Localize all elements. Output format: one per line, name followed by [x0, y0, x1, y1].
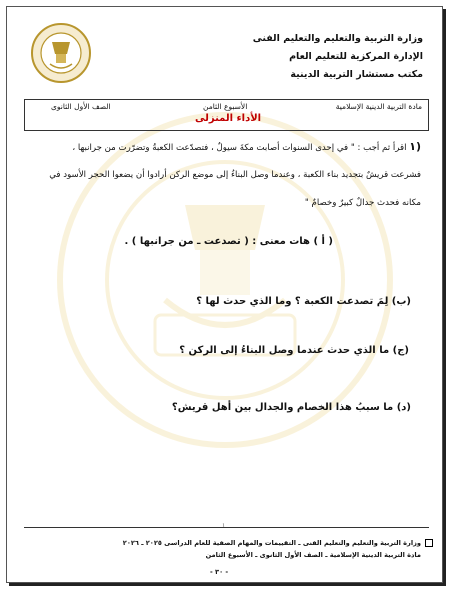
department-name: الإدارة المركزية للتعليم العام — [289, 51, 423, 62]
homework-title: الأداء المنزلى — [195, 113, 262, 124]
ministry-logo — [30, 22, 92, 84]
question-a: ( أ ) هات معنى : ( تصدعت ـ من جرانبها ) . — [124, 236, 333, 247]
footer-line-1: وزارة التربية والتعليم والتعليم الفنى ـ التقييمات والمهام الصفية للعام الدراسى ٢٠٢٥ ـ ٢٠٢٦ — [122, 539, 421, 547]
ministry-name: وزارة التربية والتعليم والتعليم الفنى — [252, 33, 423, 44]
footer-mark: ١ — [222, 522, 226, 529]
question-number: (١ — [409, 140, 421, 153]
week-label: الأسبوع الثامن — [203, 102, 248, 111]
footer-line-2: مادة التربية الدينية الإسلامية ـ الصف الأول الثانوى ـ الأسبوع الثامن — [205, 551, 421, 559]
question-d: (د) ما سببُ هذا الخصام والجدال بين أهل قريش؟ — [171, 402, 411, 413]
footer-square-icon — [425, 539, 433, 547]
question-b: (ب) لِمَ تصدعت الكعبة ؟ وما الذي حدث لها ؟ — [196, 296, 411, 307]
question-c: (ج) ما الذي حدث عندما وصل البناءُ إلى الركن ؟ — [179, 345, 409, 356]
grade-label: الصف الأول الثانوى — [51, 102, 111, 111]
subject-label: مادة التربية الدينية الإسلامية — [335, 102, 422, 111]
lesson-info-box — [24, 99, 429, 131]
footer-divider — [24, 527, 429, 528]
passage-line-2: فشرعت قريشٌ بتجديد بناء الكعبة ، وعندما وصل البناءُ إلى موضع الركن أرادوا أن يضعوا الحجر الأسود في — [49, 170, 421, 180]
passage-line-3: مكانه فحدث جدالٌ كبيرٌ وخصامٌ " — [304, 198, 421, 208]
office-name: مكتب مستشار التربية الدينية — [290, 69, 423, 80]
ministry-watermark-seal — [55, 110, 395, 450]
passage-line-1 — [26, 140, 421, 153]
ministry-header — [203, 30, 423, 84]
passage-text-1: اقرأ ثم أجب : " في إحدى السنوات أصابت مكةَ سيولٌ ، فتصدّعت الكعبةُ وتضرّرت من جرانبها ، — [72, 143, 407, 153]
page-number: - ٣٠ - — [210, 568, 229, 576]
